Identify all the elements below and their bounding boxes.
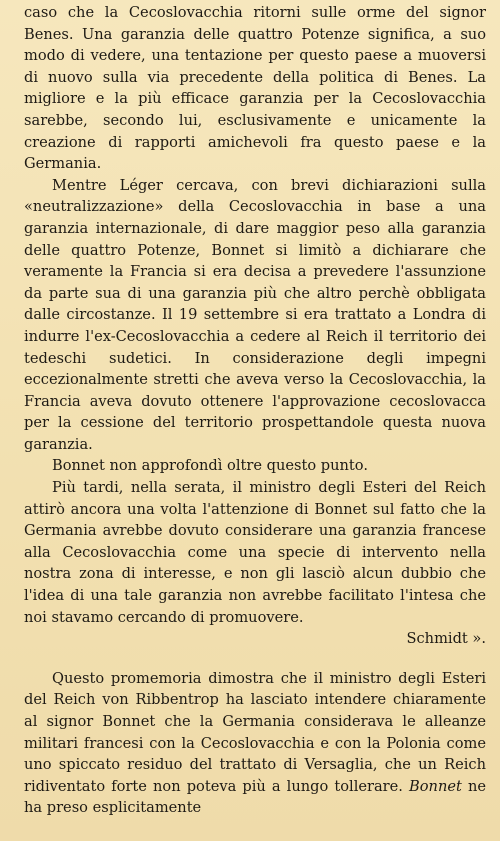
paragraph-5-text: Questo promemoria dimostra che il ministro degli Esteri del Reich von Ribbentrop ha lasciato intendere chiaramente al signor Bonnet che la Germania considerava le alleanze militari francesi con la Cecoslovacchia e con la Polonia come uno spiccato residuo del trattato di Versaglia, che un Reich ridiventato forte non poteva più a lungo tollerare. xyxy=(24,669,486,795)
paragraph-4: Più tardi, nella serata, il ministro degli Esteri del Reich attirò ancora una volta l'attenzione di Bonnet sul fatto che la Germania avrebbe dovuto considerare una garanzia francese alla Cecoslovacchia come una specie di intervento nella nostra zona di interesse, e non gli lasciò alcun dubbio che l'idea di una tale garanzia non avrebbe facilitato l'intesa che noi stavamo cercando di promuovere. xyxy=(24,479,486,626)
section-gap xyxy=(24,650,486,668)
signature: Schmidt ». xyxy=(406,630,486,648)
paragraph-5-tail: ne ha preso esplicitamente xyxy=(24,777,487,817)
paragraph-1: caso che la Cecoslovacchia ritorni sulle orme del signor Benes. Una garanzia delle quattro Potenze significa, a suo modo di vedere, una tentazione per questo paese a muoversi di nuovo sulla via precedente della politica di Benes. La migliore e la più efficace garanzia per la Cecoslovacchia sarebbe, secondo lui, esclusivamente e unicamente la creazione di rapporti amichevoli fra questo paese e la Germania. xyxy=(24,4,486,173)
paragraph-2: Mentre Léger cercava, con brevi dichiarazioni sulla «neutralizzazione» della Cecoslovacchia in base a una garanzia internazionale, di dare maggior peso alla garanzia delle quattro Potenze, Bonnet si limitò a dichiarare che veramente la Francia si era decisa a prevedere l'assunzione da parte sua di una garanzia più che altro perchè obbligata dalle circostanze. Il 19 settembre si era trattato a Londra di indurre l'ex-Cecoslovacchia a cedere al Reich il territorio dei tedeschi sudetici. In considerazione degli impegni eccezionalmente stretti che aveva verso la Cecoslovacchia, la Francia aveva dovuto ottenere l'approvazione cecoslovacca per la cessione del territorio prospettandole questa nuova garanzia. xyxy=(24,176,486,453)
italic-name: Bonnet xyxy=(409,777,462,795)
paragraph-5 xyxy=(24,668,486,819)
paragraph-3: Bonnet non approfondì oltre questo punto. xyxy=(52,457,368,475)
